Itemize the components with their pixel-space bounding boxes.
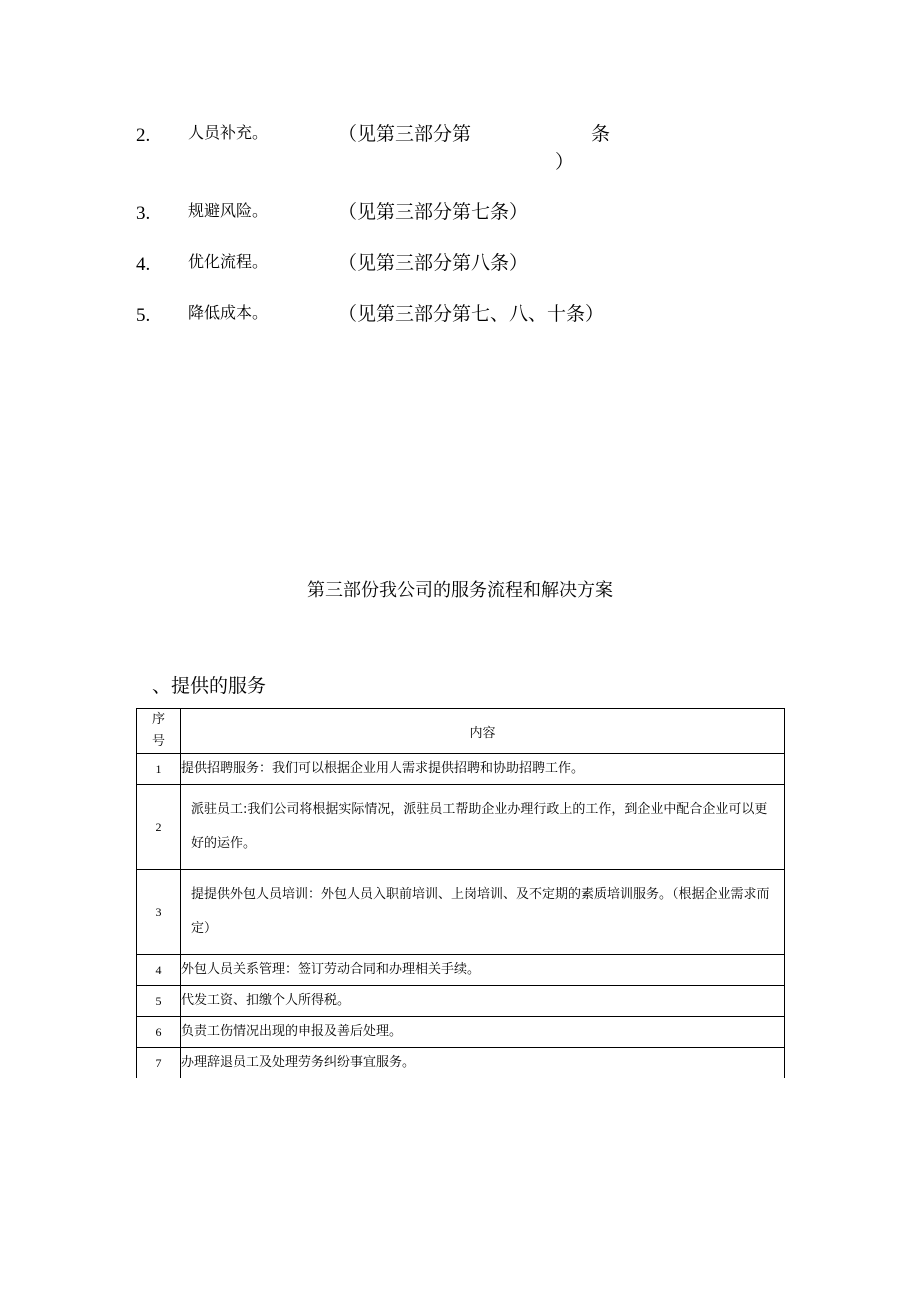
list-item [136,300,836,329]
table-row [137,1017,785,1048]
table-cell-content: 提提供外包人员培训：外包人员入职前培训、上岗培训、及不定期的素质培训服务。（根据企业需求而定） [181,870,785,955]
list-item-label: 优化流程。 [188,252,269,271]
table-header-content: 内容 [181,709,785,754]
table-row [137,955,785,986]
table-header-seq-line2: 号 [151,734,165,749]
list-item-reference: （见第三部分第七、八、十条） [338,303,605,325]
section-title: 第三部份我公司的服务流程和解决方案 [307,580,613,601]
list-item-label: 人员补充。 [188,123,269,142]
list-item [136,198,836,227]
table-cell-content: 办理辞退员工及处理劳务纠纷事宜服务。 [181,1048,785,1079]
table-cell-content: 提供招聘服务：我们可以根据企业用人需求提供招聘和协助招聘工作。 [181,754,785,785]
table-cell-seq: 2 [137,785,181,870]
table-row [137,870,785,955]
list-item-number: 4. [136,254,151,275]
list-item [136,249,836,278]
table-row [137,986,785,1017]
numbered-list [136,120,836,351]
table-cell-seq: 4 [137,955,181,986]
table-header-seq [137,709,181,754]
list-item-label: 降低成本。 [188,303,269,322]
list-item [136,120,836,176]
table-row [137,785,785,870]
list-item-number: 2. [136,125,151,146]
table-cell-seq: 6 [137,1017,181,1048]
subsection-title: 、提供的服务 [152,675,267,697]
table-cell-seq: 7 [137,1048,181,1079]
table-cell-seq: 5 [137,986,181,1017]
table-header-seq-line1: 序 [151,712,165,727]
table-cell-seq: 3 [137,870,181,955]
table-header-row [137,709,785,754]
list-item-body [188,249,528,277]
list-item-reference [338,120,610,176]
table-cell-content: 负责工伤情况出现的申报及善后处理。 [181,1017,785,1048]
list-item-body [188,120,610,176]
services-table [136,708,785,1078]
list-item-number: 3. [136,203,151,224]
list-item-label: 规避风险。 [188,201,269,220]
list-item-body [188,300,604,328]
list-item-reference: （见第三部分第八条） [338,252,529,274]
table-cell-content: 外包人员关系管理：签订劳动合同和办理相关手续。 [181,955,785,986]
table-row [137,754,785,785]
table-row [137,1048,785,1079]
list-item-reference-text: （见第三部分第 条 [338,123,611,145]
list-item-reference: （见第三部分第七条） [338,201,529,223]
table-cell-content: 派驻员工:我们公司将根据实际情况，派驻员工帮助企业办理行政上的工作，到企业中配合企业可以更好的运作。 [181,785,785,870]
table-cell-content: 代发工资、扣缴个人所得税。 [181,986,785,1017]
table-cell-seq: 1 [137,754,181,785]
list-item-body [188,198,528,226]
list-item-number: 5. [136,305,151,326]
list-item-reference-close: ） [554,151,574,173]
